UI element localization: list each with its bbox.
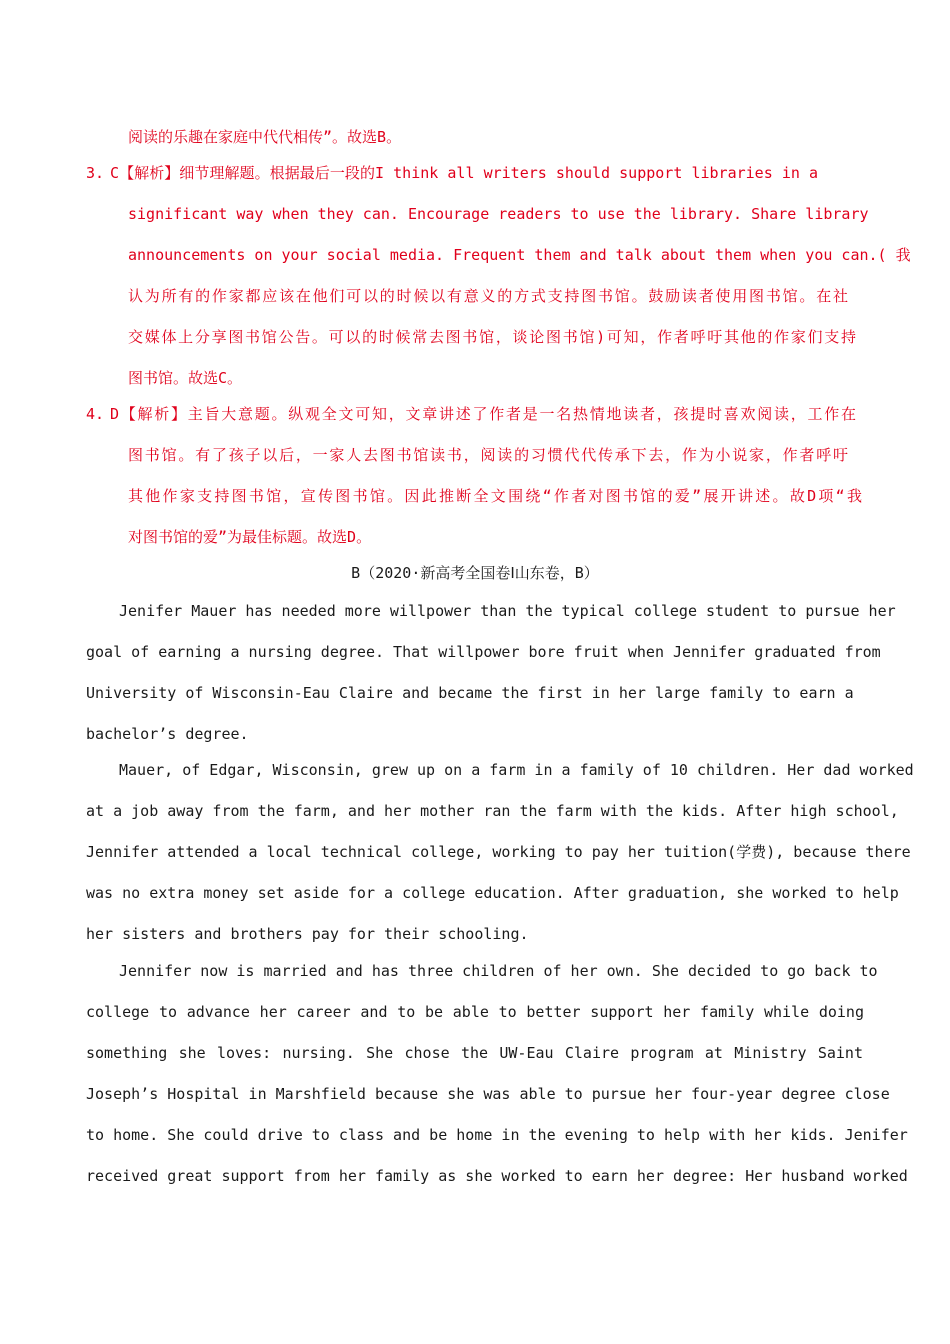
answer-3-line: 交媒体上分享图书馆公告。可以的时候常去图书馆，谈论图书馆)可知，作者呼吁其他的作家们支持 <box>128 328 856 346</box>
answer-4-line: 图书馆。有了孩子以后，一家人去图书馆读书，阅读的习惯代代传承下去，作为小说家，作者呼吁 <box>128 446 848 464</box>
passage-line: bachelor’s degree. <box>86 725 249 743</box>
passage-line: college to advance her career and to be able to better support her family while doing <box>86 1003 864 1021</box>
answer-4-number: 4. <box>86 405 105 423</box>
answer-3-line: significant way when they can. Encourage readers to use the library. Share library <box>128 205 869 223</box>
passage-line: her sisters and brothers pay for their schooling. <box>86 925 529 943</box>
passage-line: University of Wisconsin-Eau Claire and became the first in her large family to earn a <box>86 684 854 702</box>
passage-line: Jennifer attended a local technical college, working to pay her tuition(学费), because there <box>86 843 911 861</box>
answer-3-line: announcements on your social media. Frequent them and talk about them when you can.( 我 <box>128 246 911 264</box>
passage-line: to home. She could drive to class and be home in the evening to help with her kids. Jenifer <box>86 1126 908 1144</box>
answer-2-tail: 阅读的乐趣在家庭中代代相传”。故选B。 <box>128 128 402 146</box>
answer-3-number: 3. <box>86 164 105 182</box>
passage-line: at a job away from the farm, and her mother ran the farm with the kids. After high school, <box>86 802 899 820</box>
passage-line: Jenifer Mauer has needed more willpower than the typical college student to pursue her <box>119 602 896 620</box>
passage-line: received great support from her family as she worked to earn her degree: Her husband worked <box>86 1167 908 1185</box>
answer-3-line: C【解析】细节理解题。根据最后一段的I think all writers should support libraries in a <box>110 164 818 182</box>
passage-line: Mauer, of Edgar, Wisconsin, grew up on a farm in a family of 10 children. Her dad worked <box>119 761 914 779</box>
passage-heading: B（2020·新高考全国卷Ⅰ山东卷，B） <box>351 564 599 582</box>
answer-4-line: 其他作家支持图书馆，宣传图书馆。因此推断全文围绕“作者对图书馆的爱”展开讲述。故D项“我 <box>128 487 862 505</box>
passage-line: Jennifer now is married and has three children of her own. She decided to go back to <box>119 962 878 980</box>
passage-line: was no extra money set aside for a college education. After graduation, she worked to help <box>86 884 899 902</box>
answer-4-line: 对图书馆的爱”为最佳标题。故选D。 <box>128 528 372 546</box>
answer-3-line: 认为所有的作家都应该在他们可以的时候以有意义的方式支持图书馆。鼓励读者使用图书馆。在社 <box>128 287 848 305</box>
answer-4-line: D【解析】主旨大意题。纵观全文可知，文章讲述了作者是一名热情地读者，孩提时喜欢阅读，工作在 <box>110 405 856 423</box>
passage-line: Joseph’s Hospital in Marshfield because she was able to pursue her four-year degree close <box>86 1085 890 1103</box>
passage-line: something she loves: nursing. She chose the UW-Eau Claire program at Ministry Saint <box>86 1044 863 1062</box>
answer-3-line: 图书馆。故选C。 <box>128 369 243 387</box>
passage-line: goal of earning a nursing degree. That willpower bore fruit when Jennifer graduated from <box>86 643 881 661</box>
